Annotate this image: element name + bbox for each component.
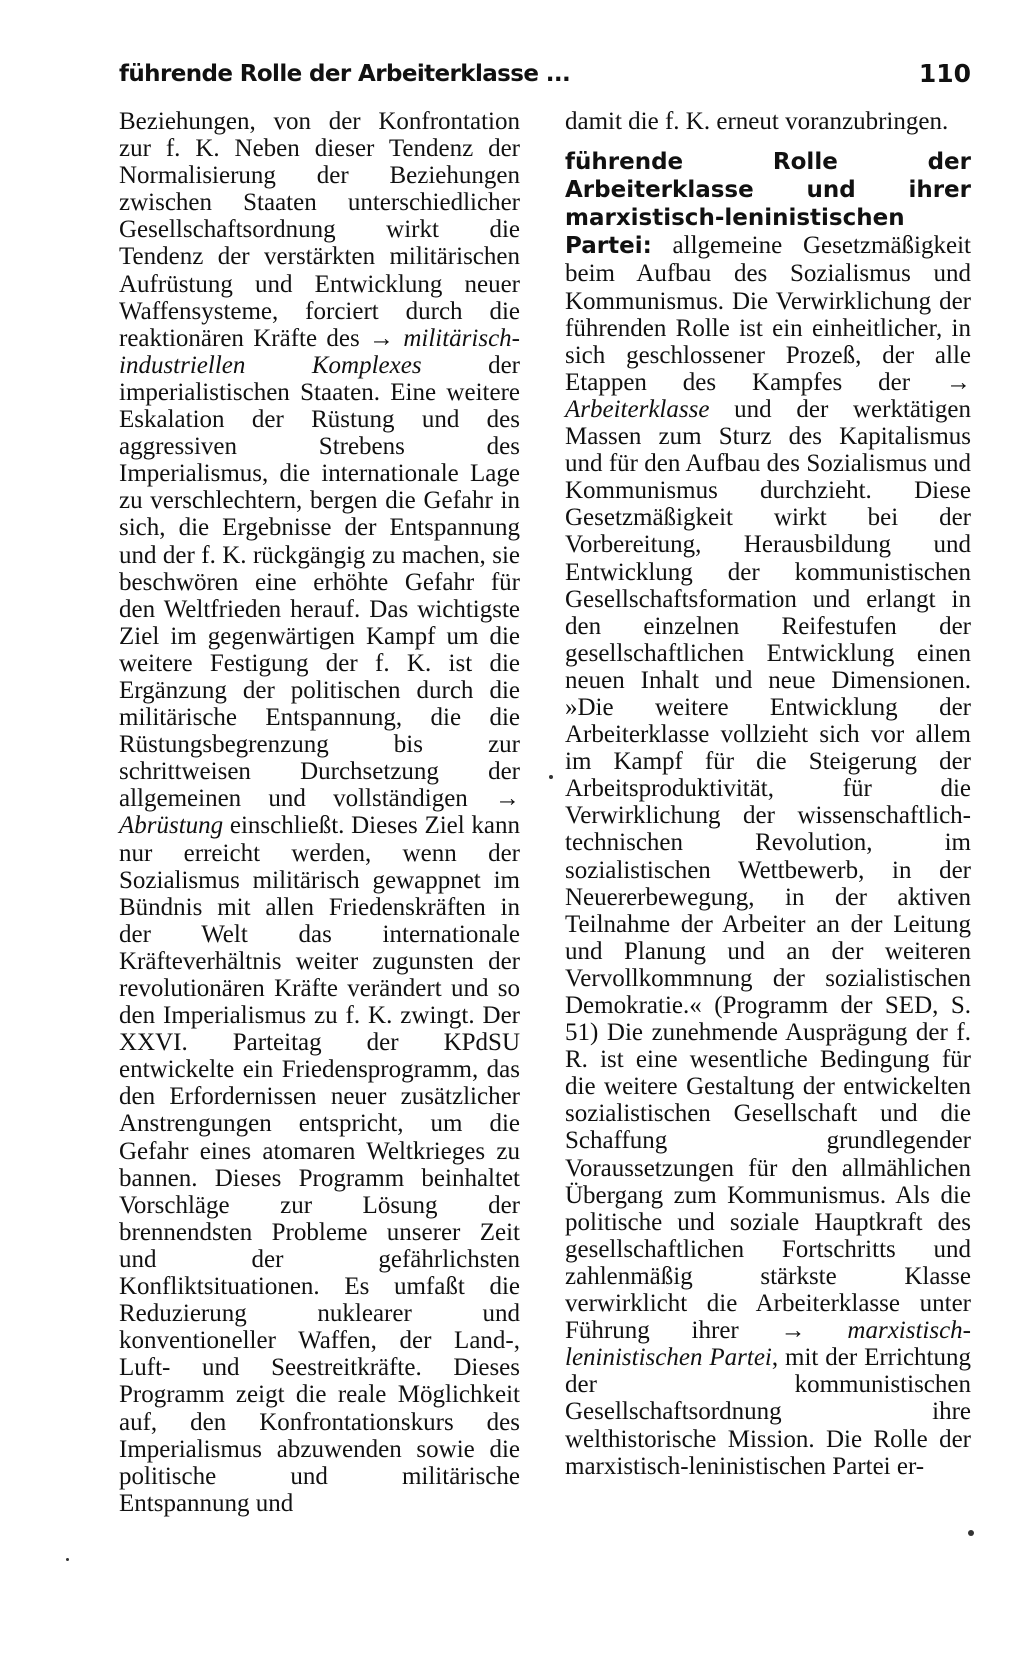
cross-reference-arrow: → xyxy=(495,785,520,813)
cross-reference: marxistisch-leninistischen Partei xyxy=(565,1317,972,1372)
text-run: und der werktätigen Massen zum Sturz des Kapitalismus und für den Aufbau des Sozialismus und Kommunismus durchzieht. Diese Gesetzmäßigkeit wirkt bei der Vorbereitung, Herausbildung und Entwicklung der kommunistischen Gesellschaftsformation und erlangt in den einzelnen Reifestufen der gesellschaftlichen Entwicklung einen neuen Inhalt und neue Dimensionen. »Die weitere Entwicklung der Arbeiterklasse vollzieht sich vor allem im Kampf für die Steigerung der Arbeitsproduktivität, für die Verwirklichung der wissenschaftlich-technischen Revolution, im sozialistischen Wettbewerb, in der Neuererbewegung, in der aktiven Teilnahme der Arbeiter an der Leitung und Planung und an der weiteren Vervollkommnung der sozialistischen Demokratie.« (Programm der SED, S. 51) Die zunehmende Ausprägung der f. R. ist eine wesentliche Bedingung für die weitere Gestaltung der entwickelten sozialistischen Gesellschaft und die Schaffung grundlegender Voraussetzungen für den allmählichen Übergang zum Kommunismus. Als die politische und soziale Hauptkraft des gesellschaftlichen Fortschritts und zahlenmäßig stärkste Klasse verwirklicht die Arbeiterklasse unter Führung ihrer xyxy=(565,395,971,1345)
text-run: Beziehungen, von der Konfrontation zur f. K. Neben dieser Tendenz der Normalisierung der Beziehungen zwischen Staaten unterschiedlicher Gesellschaftsordnung wirkt die Tendenz der verstärkten militärischen Aufrüstung und Entwicklung neuer Waffensysteme, forciert durch die reaktionären Kräfte des xyxy=(119,108,520,352)
right-paragraph-continuation: damit die f. K. erneut voranzubringen. xyxy=(565,108,949,135)
print-speck xyxy=(968,1530,974,1536)
right-column xyxy=(565,108,971,1480)
cross-reference-arrow: → xyxy=(369,324,404,352)
text-run: allgemeine Gesetzmäßigkeit beim Aufbau des Sozialismus und Kommunismus. Die Verwirklichung der führenden Rolle ist ein einheitlicher, in sich geschlossener Prozeß, der alle Etappen des Kampfes der xyxy=(565,232,971,396)
cross-reference: Abrüstung xyxy=(119,812,224,840)
print-speck xyxy=(549,775,553,779)
cross-reference-arrow: → xyxy=(946,368,971,396)
text-run: einschließt. Dieses Ziel kann nur erreicht werden, wenn der Sozialismus militärisch gewappnet im Bündnis mit allen Friedenskräften in der Welt das internationale Kräfteverhältnis weiter zugunsten der revolutionären Kräfte verändert und so den Imperialismus zu f. K. zwingt. Der XXVI. Parteitag der KPdSU entwickelte ein Friedensprogramm, das den Erfordernissen neuer zusätzlicher Anstrengungen entspricht, um die Gefahr eines atomaren Weltkrieges zu bannen. Dieses Programm beinhaltet Vorschläge zur Lösung der brennendsten Probleme unserer Zeit und der gefährlichsten Konfliktsituationen. Es umfaßt die Reduzierung nuklearer und konventioneller Waffen, der Land-, Luft- und Seestreitkräfte. Dieses Programm zeigt die reale Möglichkeit auf, den Konfrontationskurs des Imperialismus abzuwenden sowie die politische und militärische Entspannung und xyxy=(119,812,520,1517)
entry-keyword: führende Rolle der Arbeiterklasse und ihrer marxistisch-leninistischen Partei: xyxy=(565,149,971,260)
running-head xyxy=(119,55,971,93)
dictionary-entry xyxy=(565,148,971,1480)
text-run: der imperialistischen Staaten. Eine weitere Eskalation der Rüstung und des aggressiven Strebens des Imperialismus, die internationale Lage zu verschlechtern, bergen die Gefahr in sich, die Ergebnisse der Entspannung und der f. K. rückgängig zu machen, sie beschwören eine erhöhte Gefahr für den Weltfrieden herauf. Das wichtigste Ziel im gegenwärtigen Kampf um die weitere Festigung der f. K. ist die Ergänzung der politischen durch die militärische Entspannung, die die Rüstungsbegrenzung bis zur schrittweisen Durchsetzung der allgemeinen und vollständigen xyxy=(119,351,520,813)
text-run: , mit der Errichtung der kommunistischen Gesellschaftsordnung ihre welthistorische Mission. Die Rolle der marxistisch-leninistischen Partei er- xyxy=(565,1344,971,1480)
cross-reference-arrow: → xyxy=(780,1317,848,1345)
cross-reference: militärisch-industriellen Komplexes xyxy=(119,324,520,379)
running-head-title: führende Rolle der Arbeiterklasse ... xyxy=(119,61,571,87)
left-paragraph xyxy=(119,108,520,1517)
page-number: 110 xyxy=(918,59,971,88)
print-speck xyxy=(66,1558,69,1561)
cross-reference: Arbeiterklasse xyxy=(565,395,710,423)
left-column xyxy=(119,108,520,1517)
